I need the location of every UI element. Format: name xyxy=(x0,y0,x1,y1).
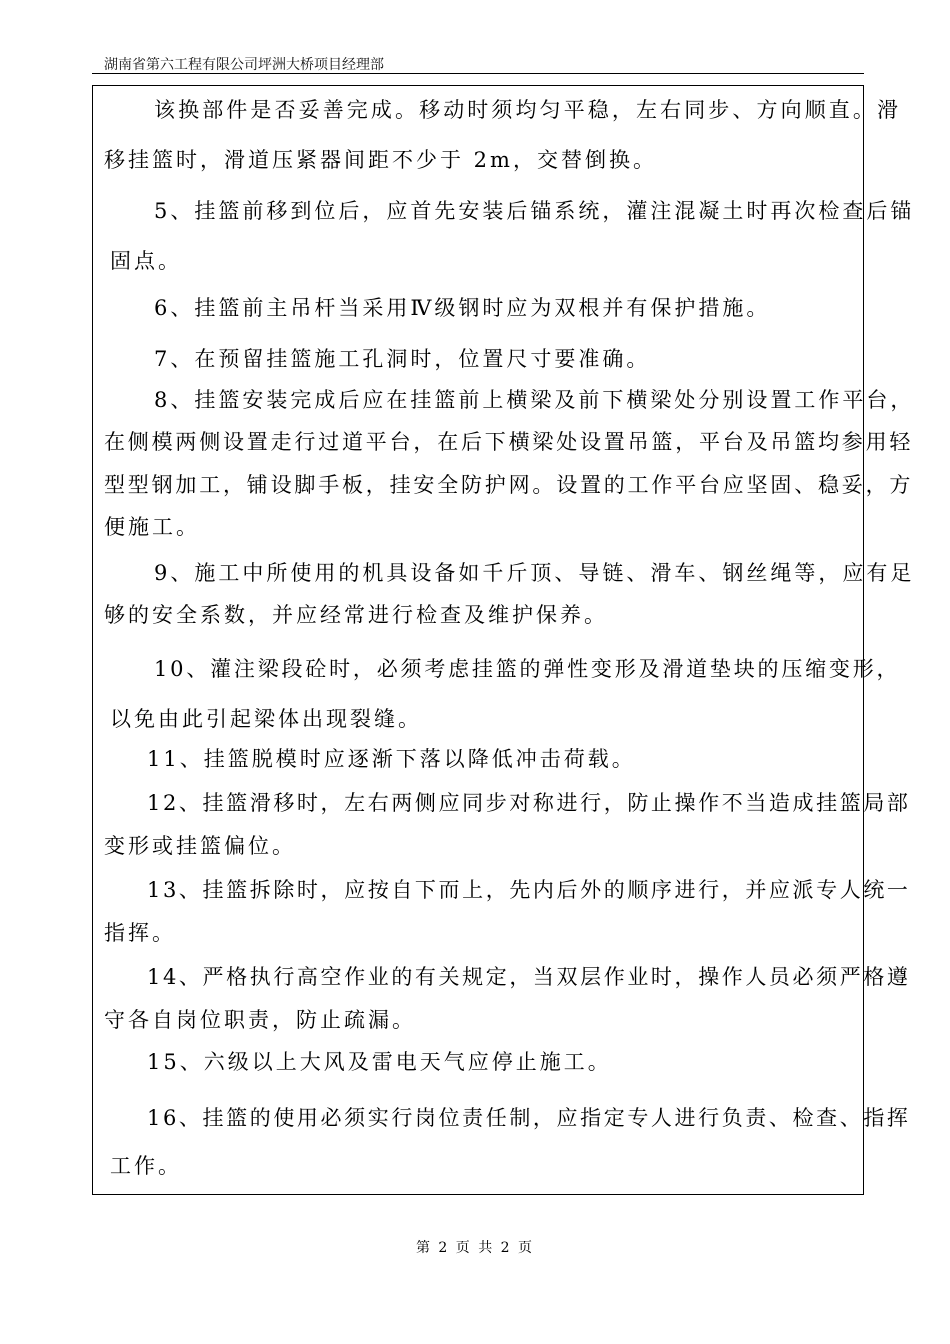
paragraph-line: 8、挂篮安装完成后应在挂篮前上横梁及前下横梁处分别设置工作平台， xyxy=(154,388,915,412)
paragraph-line: 指挥。 xyxy=(104,921,176,945)
paragraph-line: 9、施工中所使用的机具设备如千斤顶、导链、滑车、钢丝绳等，应有足 xyxy=(154,561,915,585)
paragraph-line: 工作。 xyxy=(110,1154,182,1178)
paragraph-line: 变形或挂篮偏位。 xyxy=(104,834,296,858)
paragraph-line: 5、挂篮前移到位后，应首先安装后锚系统，灌注混凝土时再次检查后锚 xyxy=(154,199,915,223)
paragraph-line: 13、挂篮拆除时，应按自下而上，先内后外的顺序进行，并应派专人统一 xyxy=(147,878,911,902)
header-rule xyxy=(92,73,864,74)
paragraph-line: 11、挂篮脱模时应逐渐下落以降低冲击荷载。 xyxy=(147,747,636,771)
paragraph-line: 7、在预留挂篮施工孔洞时，位置尺寸要准确。 xyxy=(154,347,651,371)
paragraph-line: 6、挂篮前主吊杆当采用Ⅳ级钢时应为双根并有保护措施。 xyxy=(154,296,771,320)
paragraph-line: 便施工。 xyxy=(104,515,200,539)
document-header: 湖南省第六工程有限公司坪洲大桥项目经理部 xyxy=(104,57,384,73)
paragraph-line: 守各自岗位职责，防止疏漏。 xyxy=(104,1008,416,1032)
paragraph-line: 该换部件是否妥善完成。移动时须均匀平稳，左右同步、方向顺直。滑 xyxy=(154,98,902,122)
paragraph-line: 12、挂篮滑移时，左右两侧应同步对称进行，防止操作不当造成挂篮局部 xyxy=(147,791,911,815)
paragraph-line: 15、六级以上大风及雷电天气应停止施工。 xyxy=(147,1050,612,1074)
paragraph-line: 型型钢加工，铺设脚手板，挂安全防护网。设置的工作平台应坚固、稳妥，方 xyxy=(104,473,914,497)
paragraph-line: 够的安全系数，并应经常进行检查及维护保养。 xyxy=(104,603,608,627)
page-number: 第 2 页 共 2 页 xyxy=(415,1240,535,1256)
paragraph-line: 固点。 xyxy=(110,249,182,273)
paragraph-line: 16、挂篮的使用必须实行岗位责任制，应指定专人进行负责、检查、指挥 xyxy=(147,1106,911,1130)
paragraph-line: 以免由此引起梁体出现裂缝。 xyxy=(110,707,422,731)
paragraph-line: 10、灌注梁段砼时，必须考虑挂篮的弹性变形及滑道垫块的压缩变形， xyxy=(154,657,901,681)
paragraph-line: 在侧模两侧设置走行过道平台，在后下横梁处设置吊篮，平台及吊篮均参用轻 xyxy=(104,430,914,454)
paragraph-line: 移挂篮时，滑道压紧器间距不少于 2m，交替倒换。 xyxy=(104,148,657,172)
paragraph-line: 14、严格执行高空作业的有关规定，当双层作业时，操作人员必须严格遵 xyxy=(147,965,911,989)
